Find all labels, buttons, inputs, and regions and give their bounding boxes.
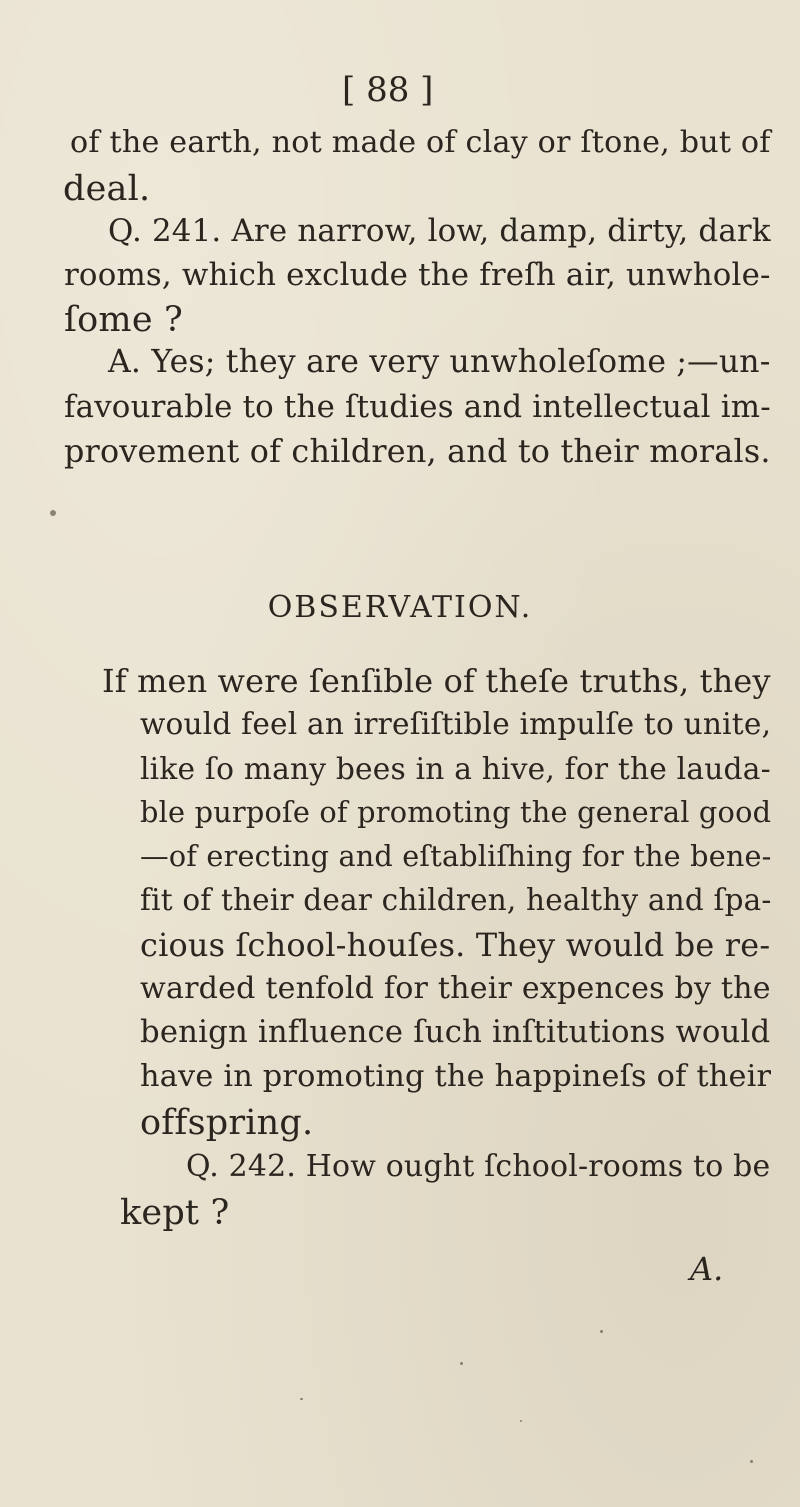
- text-line: warded tenfold for their expences by the: [140, 971, 771, 1006]
- ink-speck: [750, 1460, 753, 1463]
- text-line: cious ſchool-houſes. They would be re-: [140, 926, 771, 964]
- text-line: favourable to the ſtudies and intellectual im-: [64, 389, 771, 425]
- text-line: Q. 242. How ought ſchool-rooms to be: [186, 1149, 771, 1184]
- ink-speck: [460, 1362, 463, 1365]
- text-line: —of erecting and eſtabliſhing for the bene-: [140, 839, 772, 873]
- text-line: ſome ?: [64, 300, 184, 340]
- page-number: [ 88 ]: [342, 70, 434, 110]
- catchword: A.: [690, 1250, 724, 1288]
- text-line: A. Yes; they are very unwholeſome ;—un-: [108, 344, 771, 380]
- text-line: deal.: [63, 169, 151, 209]
- text-line: like ſo many bees in a hive, for the lauda-: [140, 751, 771, 786]
- text-line: provement of children, and to their morals.: [64, 433, 771, 470]
- text-line: fit of their dear children, healthy and ſpa-: [140, 883, 772, 917]
- ink-speck: [520, 1420, 522, 1422]
- text-line: kept ?: [120, 1193, 230, 1233]
- text-line: If men were ſenſible of theſe truths, they: [102, 662, 771, 700]
- text-line: benign influence ſuch inſtitutions would: [140, 1015, 771, 1050]
- text-line: offspring.: [140, 1103, 314, 1143]
- text-line: have in promoting the happineſs of their: [140, 1059, 772, 1094]
- text-line: ble purpoſe of promoting the general good: [140, 795, 772, 829]
- section-heading: OBSERVATION.: [267, 590, 533, 625]
- text-line: would feel an irreſiſtible impulſe to unite,: [140, 707, 772, 741]
- ink-speck: [600, 1330, 603, 1333]
- text-line: of the earth, not made of clay or ſtone, but of: [70, 125, 771, 160]
- text-line: Q. 241. Are narrow, low, damp, dirty, dark: [108, 213, 771, 249]
- ink-speck: [50, 510, 56, 516]
- ink-speck: [300, 1398, 303, 1400]
- text-line: rooms, which exclude the freſh air, unwhole-: [64, 257, 771, 293]
